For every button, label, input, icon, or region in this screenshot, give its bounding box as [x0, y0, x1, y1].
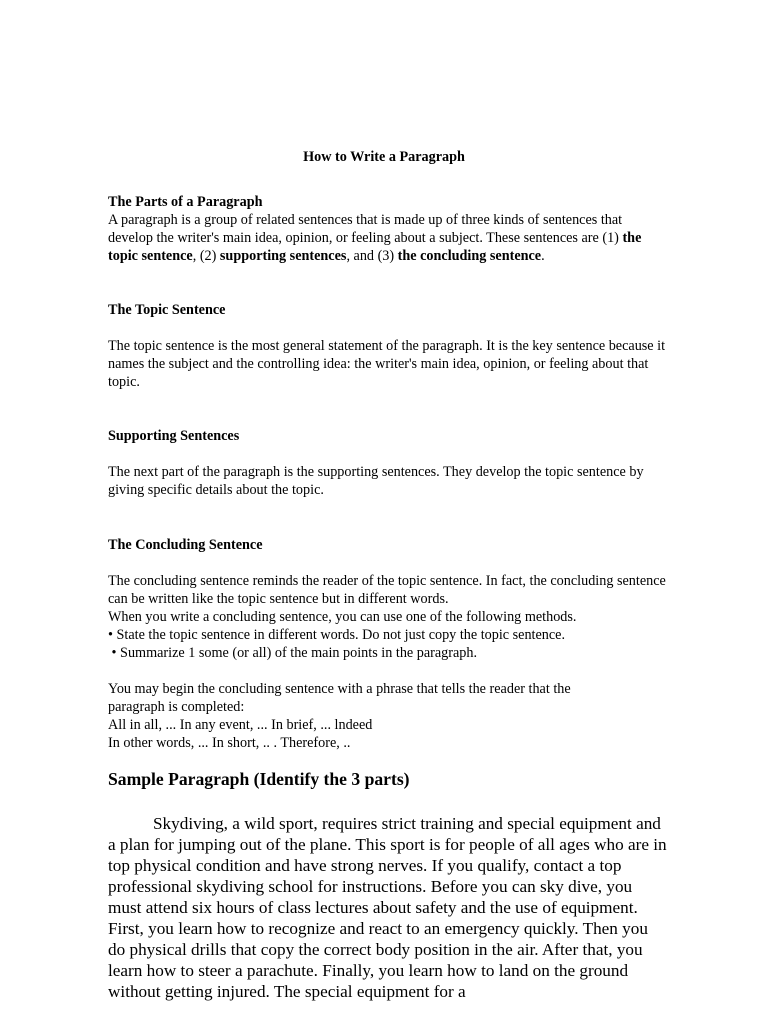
section-text-topic: The topic sentence is the most general statement of the paragraph. It is the key sentence because it names the subject and the controlling idea: the writer's main idea, opinion, or feeling about that topic.: [108, 338, 666, 391]
section-topic: [108, 301, 668, 319]
section-heading-parts: The Parts of a Paragraph: [108, 194, 263, 210]
section-heading-supporting: Supporting Sentences: [108, 428, 240, 444]
section-text-parts: [108, 211, 668, 265]
section-heading-topic: The Topic Sentence: [108, 302, 226, 318]
sample-heading: Sample Paragraph (Identify the 3 parts): [108, 769, 410, 789]
term-concluding-sentence: the concluding sentence: [397, 248, 542, 265]
concluding-phrases-2: In other words, ... In short, .. . Therefore, ..: [108, 735, 351, 752]
section-concluding-body: [108, 572, 668, 662]
section-concluding: [108, 536, 668, 554]
concluding-bullet-2: • Summarize 1 some (or all) of the main points in the paragraph.: [108, 645, 478, 662]
concluding-bullet-1: • State the topic sentence in different words. Do not just copy the topic sentence.: [108, 627, 566, 644]
section-topic-body: [108, 337, 668, 391]
parts-sep-1: , (2): [192, 248, 220, 265]
section-parts: [108, 193, 668, 265]
parts-sep-2: , and (3): [346, 248, 398, 265]
term-topic-sentence: the topic sentence: [108, 230, 642, 265]
concluding-phrase-intro: You may begin the concluding sentence with a phrase that tells the reader that the paragraph is completed:: [108, 681, 571, 716]
section-supporting: [108, 427, 668, 445]
term-supporting-sentences: supporting sentences: [219, 248, 347, 265]
document-title: How to Write a Paragraph: [303, 149, 465, 165]
sample-text: Skydiving, a wild sport, requires strict training and special equipment and a plan for jumping out of the plane. This sport is for people of all ages who are in top physical condition and have strong nerves. If you qualify, contact a top professional skydiving school for instructions. Before you can sky dive, you must attend six hours of class lectures about safety and the use of equipment. First, you learn how to recognize and react to an emergency quickly. Then you do physical drills that copy the correct body position in the air. After that, you learn how to steer a parachute. Finally, you learn how to land on the ground without getting injured. The special equipment for a: [108, 814, 667, 1001]
section-concluding-phrases: [108, 680, 668, 752]
parts-text-lead: A paragraph is a group of related sentences that is made up of three kinds of sentences that develop the writer's main idea, opinion, or feeling about a subject. These sentences are (1): [108, 212, 623, 247]
concluding-line-1: The concluding sentence reminds the reader of the topic sentence. In fact, the concluding sentence can be written like the topic sentence but in different words.: [108, 573, 666, 608]
section-heading-concluding: The Concluding Sentence: [108, 537, 263, 553]
parts-end: .: [541, 248, 545, 265]
concluding-line-2: When you write a concluding sentence, you can use one of the following methods.: [108, 609, 577, 626]
section-text-supporting: The next part of the paragraph is the supporting sentences. They develop the topic sentence by giving specific details about the topic.: [108, 464, 644, 499]
section-supporting-body: [108, 463, 668, 499]
sample-paragraph: [108, 813, 668, 1002]
concluding-phrases-1: All in all, ... In any event, ... In brief, ... lndeed: [108, 717, 373, 734]
